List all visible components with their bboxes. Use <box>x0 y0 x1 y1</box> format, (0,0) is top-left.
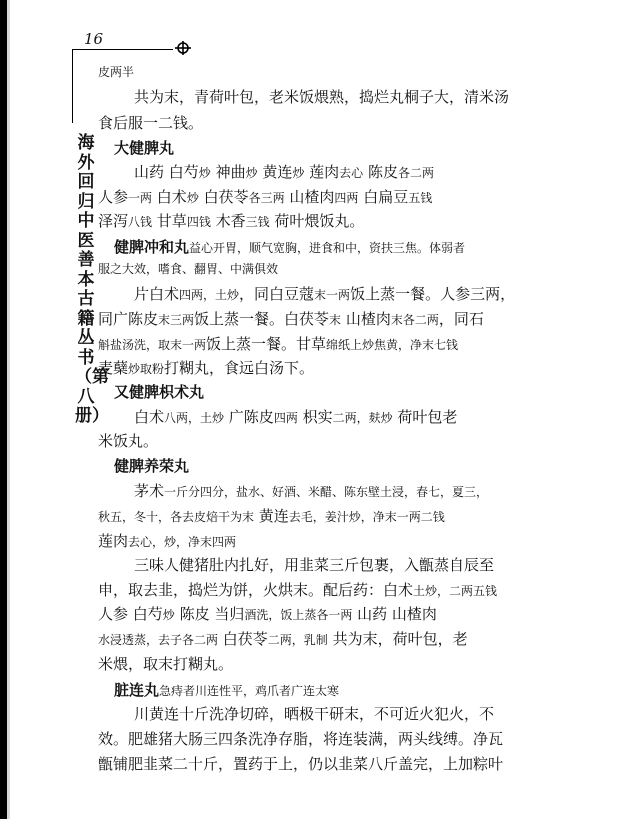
main-text: 茅术 <box>134 482 165 500</box>
series-title-vertical <box>75 133 109 427</box>
annotation-text: 各三两 <box>248 191 285 205</box>
annotation-text: 炒 <box>198 166 211 180</box>
annotation-text: 二两，麸炒 <box>332 411 393 425</box>
text-line <box>98 753 503 774</box>
series-title-char: 册） <box>75 406 109 426</box>
text-line <box>98 62 134 80</box>
series-title-char: 八 <box>77 386 95 407</box>
page-number: 16 <box>84 30 104 48</box>
text-line <box>134 703 494 724</box>
main-text: 共为末，荷叶包，老 <box>327 630 468 648</box>
main-text: ，同白豆蔻 <box>239 285 315 303</box>
annotation-text: 四两，土炒 <box>179 288 240 302</box>
main-text: 枳实 <box>297 408 333 426</box>
series-title-char: 外 <box>77 152 95 173</box>
series-title-char: 中 <box>77 211 95 231</box>
annotation-text: 末一两 <box>314 288 351 302</box>
text-line <box>134 554 494 575</box>
main-text: 山楂肉 <box>284 188 335 206</box>
main-text: 米饭丸。 <box>98 432 159 450</box>
main-text: 饭上蒸一餐。甘草 <box>206 335 327 353</box>
text-line <box>98 186 432 207</box>
text-line <box>98 357 314 378</box>
text-line <box>134 283 515 304</box>
annotation-text: 四两 <box>273 411 298 425</box>
series-title-char: 籍 <box>77 308 95 329</box>
main-text: 陈皮 <box>363 163 398 181</box>
main-text: 木香 <box>210 212 246 230</box>
text-line <box>98 308 484 329</box>
main-text: 黄连 <box>257 163 293 181</box>
annotation-text: 水浸透蒸，去子各二两 <box>98 633 219 647</box>
annotation-text: 末三两 <box>158 313 195 327</box>
main-text: 饭上蒸一餐。白茯苓 <box>194 310 330 328</box>
series-title-char: （第 <box>75 367 109 387</box>
series-title-char: 回 <box>77 172 95 192</box>
page-edge-shade <box>7 0 10 819</box>
series-title-char: 本 <box>77 269 95 290</box>
main-text: 黄连 <box>254 507 289 525</box>
main-text: 广陈皮 <box>224 408 274 426</box>
annotation-text: 炒 <box>245 166 258 180</box>
main-text: 山药 山楂肉 <box>352 605 437 623</box>
annotation-text: 去毛，姜汁炒，净末一两二钱 <box>288 510 445 524</box>
annotation-text: 土炒，二两五钱 <box>413 584 498 598</box>
annotation-text: 绵纸上炒焦黄，净末七钱 <box>326 338 459 352</box>
main-text: 打糊丸，食远白汤下。 <box>164 359 315 377</box>
annotation-text: 末各二两 <box>390 313 439 327</box>
text-line <box>134 86 509 107</box>
annotation-text: 各二两 <box>397 166 434 180</box>
main-text: 白茯苓 <box>218 630 268 648</box>
annotation-text: 斛盐汤洗，取末一两 <box>98 338 207 352</box>
annotation-text: 四两 <box>334 191 359 205</box>
main-text: 申，取去韭，捣烂为饼，火烘末。配后药：白术 <box>98 581 414 599</box>
series-title-char: 医 <box>77 230 95 251</box>
text-line <box>98 579 497 600</box>
text-line <box>134 480 488 501</box>
annotation-text: 去心，炒，净末四两 <box>128 535 237 549</box>
text-line <box>98 259 278 277</box>
annotation-text: 末 <box>329 313 342 327</box>
text-line <box>98 728 503 749</box>
main-text: 人参 <box>98 188 129 206</box>
text-line <box>114 679 339 700</box>
annotation-text: 去心 <box>339 166 364 180</box>
text-line <box>98 112 203 133</box>
main-text: 白术 <box>134 408 165 426</box>
main-text: 食后服一二钱。 <box>98 114 204 132</box>
text-line <box>114 381 204 402</box>
crosshair-ornament-icon <box>175 40 191 56</box>
main-text: 山楂肉 <box>341 310 391 328</box>
main-text: 神曲 <box>210 163 246 181</box>
main-text: 泽泻 <box>98 212 129 230</box>
main-text: 陈皮 当归 <box>174 605 245 623</box>
annotation-text: 炒 <box>162 608 175 622</box>
formula-title: 脏连丸 <box>114 681 160 699</box>
annotation-text: 炒 <box>292 166 305 180</box>
formula-title: 大健脾丸 <box>114 139 175 157</box>
main-text: 荷叶包老 <box>392 408 458 426</box>
text-line <box>98 505 445 526</box>
annotation-text: 一两 <box>128 191 153 205</box>
annotation-text: 五钱 <box>408 191 433 205</box>
text-line <box>134 161 434 182</box>
text-line <box>98 430 158 451</box>
annotation-text: 三钱 <box>245 215 270 229</box>
annotation-text: 益心开胃，顺气宽胸，进食和中，资扶三焦。体弱者 <box>189 241 466 255</box>
main-text: 人参 白芍 <box>98 605 163 623</box>
series-title-char: 丛 <box>77 328 95 348</box>
main-text: 同广陈皮 <box>98 310 159 328</box>
annotation-text: 服之大效，嗜食、翻胃、中满俱效 <box>98 262 279 276</box>
page-edge-shadow <box>0 0 7 819</box>
formula-title: 健脾冲和丸 <box>114 238 190 256</box>
main-text: 荷叶煨饭丸。 <box>269 212 365 230</box>
annotation-text: 二两，乳制 <box>267 633 328 647</box>
text-line <box>114 236 465 257</box>
main-text: 三味人健猪肚内扎好，用韭菜三斤包裹，入甑蒸自辰至 <box>134 556 495 574</box>
text-line <box>98 530 236 551</box>
annotation-text: 皮两半 <box>98 65 135 79</box>
formula-title: 又健脾枳术丸 <box>114 383 205 401</box>
formula-title: 健脾养荣丸 <box>114 457 190 475</box>
annotation-text: 八两，土炒 <box>164 411 225 425</box>
main-text: 片白术 <box>134 285 180 303</box>
text-line <box>98 653 233 674</box>
annotation-text: 酒洗，饭上蒸各一两 <box>244 608 353 622</box>
text-line <box>98 628 468 649</box>
text-line <box>114 455 189 476</box>
annotation-text: 急痔者川连性平，鸡爪者广连太寒 <box>159 684 340 698</box>
text-line <box>98 603 437 624</box>
main-text: 饭上蒸一餐。人参三两， <box>350 285 516 303</box>
series-title-char: 归 <box>77 191 95 212</box>
annotation-text: 四钱 <box>186 215 211 229</box>
main-text: 甑铺肥韭菜二十斤，置药于上，仍以韭菜八斤盖完，上加粽叶 <box>98 755 504 773</box>
main-text: 川黄连十斤洗净切碎，晒极干研末，不可近火犯火，不 <box>134 705 495 723</box>
main-text: 白扁豆 <box>358 188 409 206</box>
main-text: 米煨，取末打糊丸。 <box>98 655 234 673</box>
text-line <box>114 137 174 158</box>
margin-rule <box>72 49 73 123</box>
series-title-char: 海 <box>77 133 95 153</box>
main-text: 甘草 <box>152 212 187 230</box>
annotation-text: 炒取粉 <box>128 362 165 376</box>
text-line <box>98 333 458 354</box>
annotation-text: 一斤分四分，盐水、好酒、米醋、陈东壁土浸，春七，夏三， <box>164 485 489 499</box>
main-text: 山药 白芍 <box>134 163 199 181</box>
series-title-char: 古 <box>77 289 95 309</box>
text-line <box>134 406 457 427</box>
main-text: ，同石 <box>438 310 484 328</box>
main-text: 莲肉 <box>304 163 340 181</box>
annotation-text: 八钱 <box>128 215 153 229</box>
main-text: 共为末，青荷叶包，老米饭煨熟，捣烂丸桐子大，清米汤 <box>134 88 510 106</box>
main-text: 白术 <box>152 188 187 206</box>
annotation-text: 炒 <box>186 191 199 205</box>
text-line <box>98 210 364 231</box>
series-title-char: 善 <box>77 250 95 270</box>
annotation-text: 秋五，冬十，各去皮焙干为末 <box>98 510 255 524</box>
main-text: 白茯苓 <box>198 188 249 206</box>
main-text: 莲肉 <box>98 532 129 550</box>
main-text: 效。肥雄猪大肠三四条洗净存脂，将连装满，两头线缚。净瓦 <box>98 730 504 748</box>
series-title-char: 书 <box>77 347 95 368</box>
header-rule <box>72 49 173 50</box>
main-text: 麦蘖 <box>98 359 129 377</box>
